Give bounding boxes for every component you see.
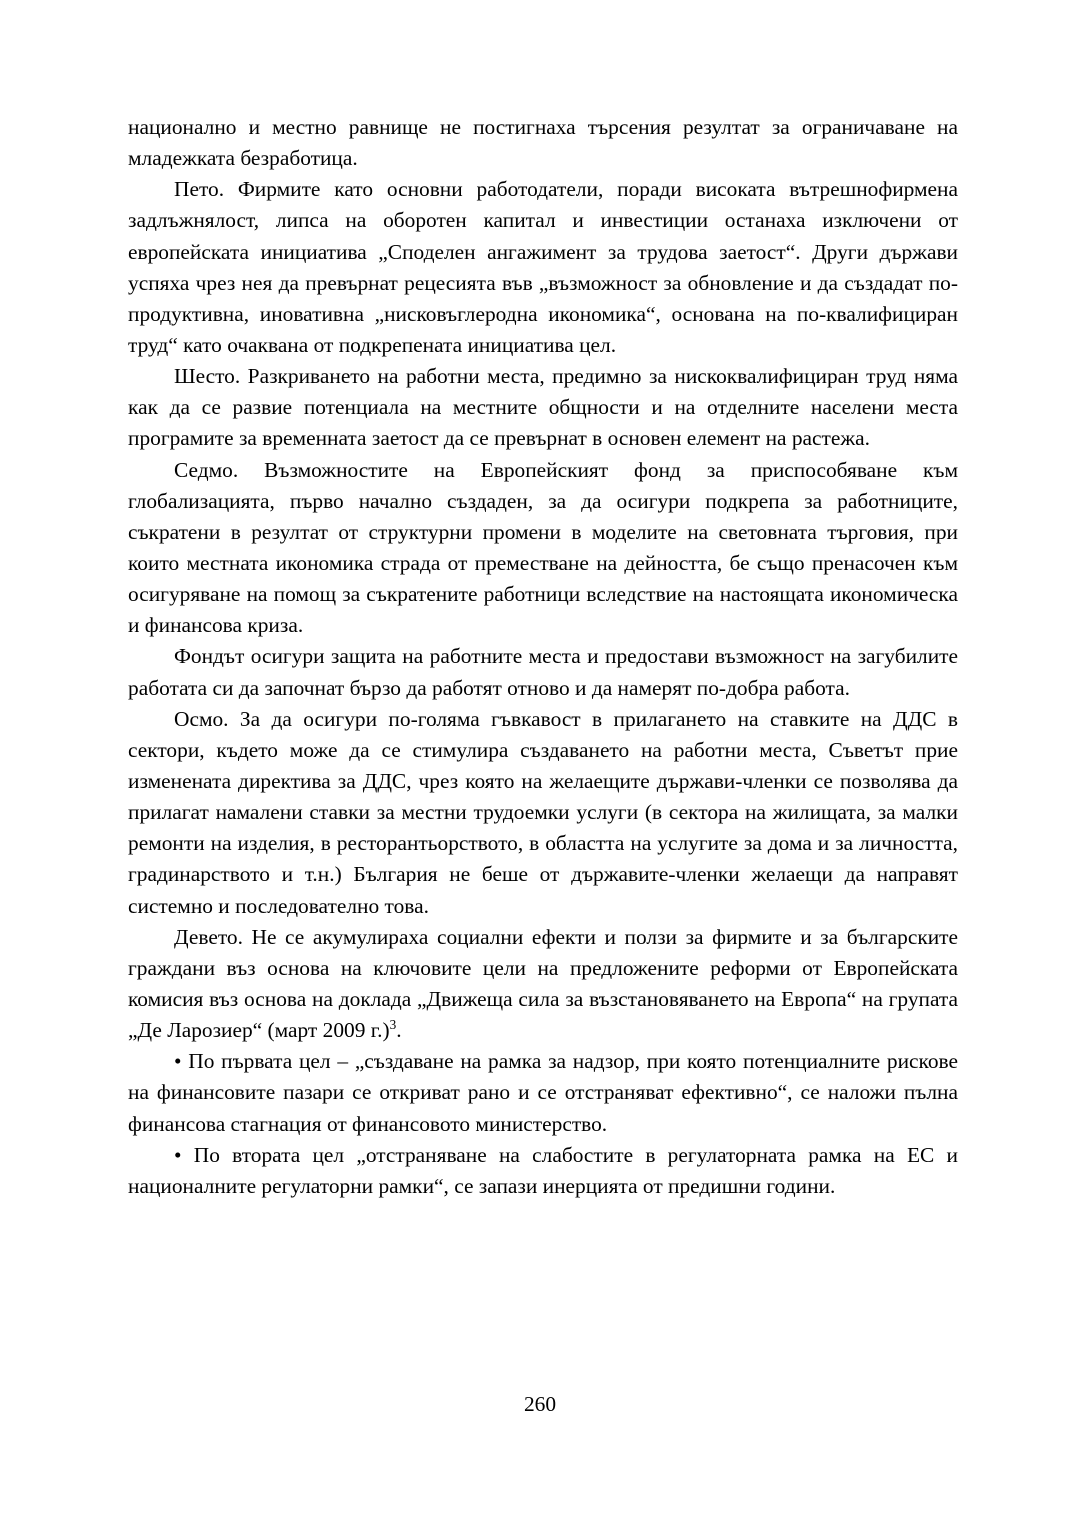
paragraph-bullet-first-goal: • По първата цел – „създаване на рамка за надзор, при която потенциалните рискове на финансовите пазари се откриват рано и се отстраняват ефективно“, се наложи пълна финансова стагнация от финансовото министерство.	[128, 1049, 958, 1136]
paragraph-peto: Пето. Фирмите като основни работодатели, поради високата вътрешнофирмена задлъжнялост, липса на оборотен капитал и инвестиции останаха изключени от европейската инициатива „Споделен ангажимент за трудова заетост“. Други държави успяха чрез нея да превърнат рецесията във „възможност за обновление и да създадат по-продуктивна, иновативна „нисковъглеродна икономика“, основана на по-квалифициран труд“ като очаквана от подкрепената инициатива цел.	[128, 177, 958, 357]
footnote-reference-3: 3	[389, 1016, 397, 1032]
paragraph-sedmo: Седмо. Възможностите на Европейският фонд за приспособяване към глобализацията, първо начално създаден, за да осигури подкрепа за работниците, съкратени в резултат от структурни промени в моделите на световната търговия, при които местната икономика страда от преместване на дейността, бе също пренасочен към осигуряване на помощ за съкратените работници вследствие на настоящата икономическа и финансова криза.	[128, 457, 958, 638]
paragraph-deveto	[128, 922, 958, 1047]
paragraph-fond: Фондът осигури защита на работните места и предостави възможност на загубилите работата си да започнат бързо да работят отново и да намерят по-добра работа.	[128, 644, 958, 700]
paragraph-osmo: Осмо. За да осигури по-голяма гъвкавост в прилагането на ставките на ДДС в сектори, където може да се стимулира създаването на работни места, Съветът прие изменената директива за ДДС, чрез която на желаещите държави-членки се позволява да прилагат намалени ставки за местни трудоемки услуги (в сектора на жилищата, за малки ремонти на изделия, в ресторантьорството, в областта на услугите за дома и за личността, градинарството и т.н.) България не беше от държавите-членки желаещи да направят системно и последователно това.	[128, 706, 958, 918]
paragraph-bullet-second-goal: • По втората цел „отстраняване на слабостите в регулаторната рамка на ЕС и националните регулаторни рамки“, се запази инерцията от предишни години.	[128, 1142, 958, 1198]
paragraph-shesto: Шесто. Разкриването на работни места, предимно за нискоквалифициран труд няма как да се развие потенциала на местните общности и на отделните населени места програмите за временната заетост да се превърнат в основен елемент на растежа.	[128, 364, 958, 451]
paragraph-continuation: национално и местно равнище не постигнаха търсения резултат за ограничаване на младежката безработица.	[128, 115, 958, 171]
paragraph-deveto-tail: .	[396, 1018, 402, 1043]
paragraph-deveto-text: Девето. Не се акумулираха социални ефекти и ползи за фирмите и за българските граждани въз основа на ключовите цели на предложените реформи от Европейската комисия въз основа на доклада „Движеща сила за възстановяването на Европа“ на групата „Де Ларозиер“ (март 2009 г.)	[128, 924, 958, 1043]
page-number: 260	[523, 1392, 557, 1416]
page-body-text	[128, 112, 958, 1202]
